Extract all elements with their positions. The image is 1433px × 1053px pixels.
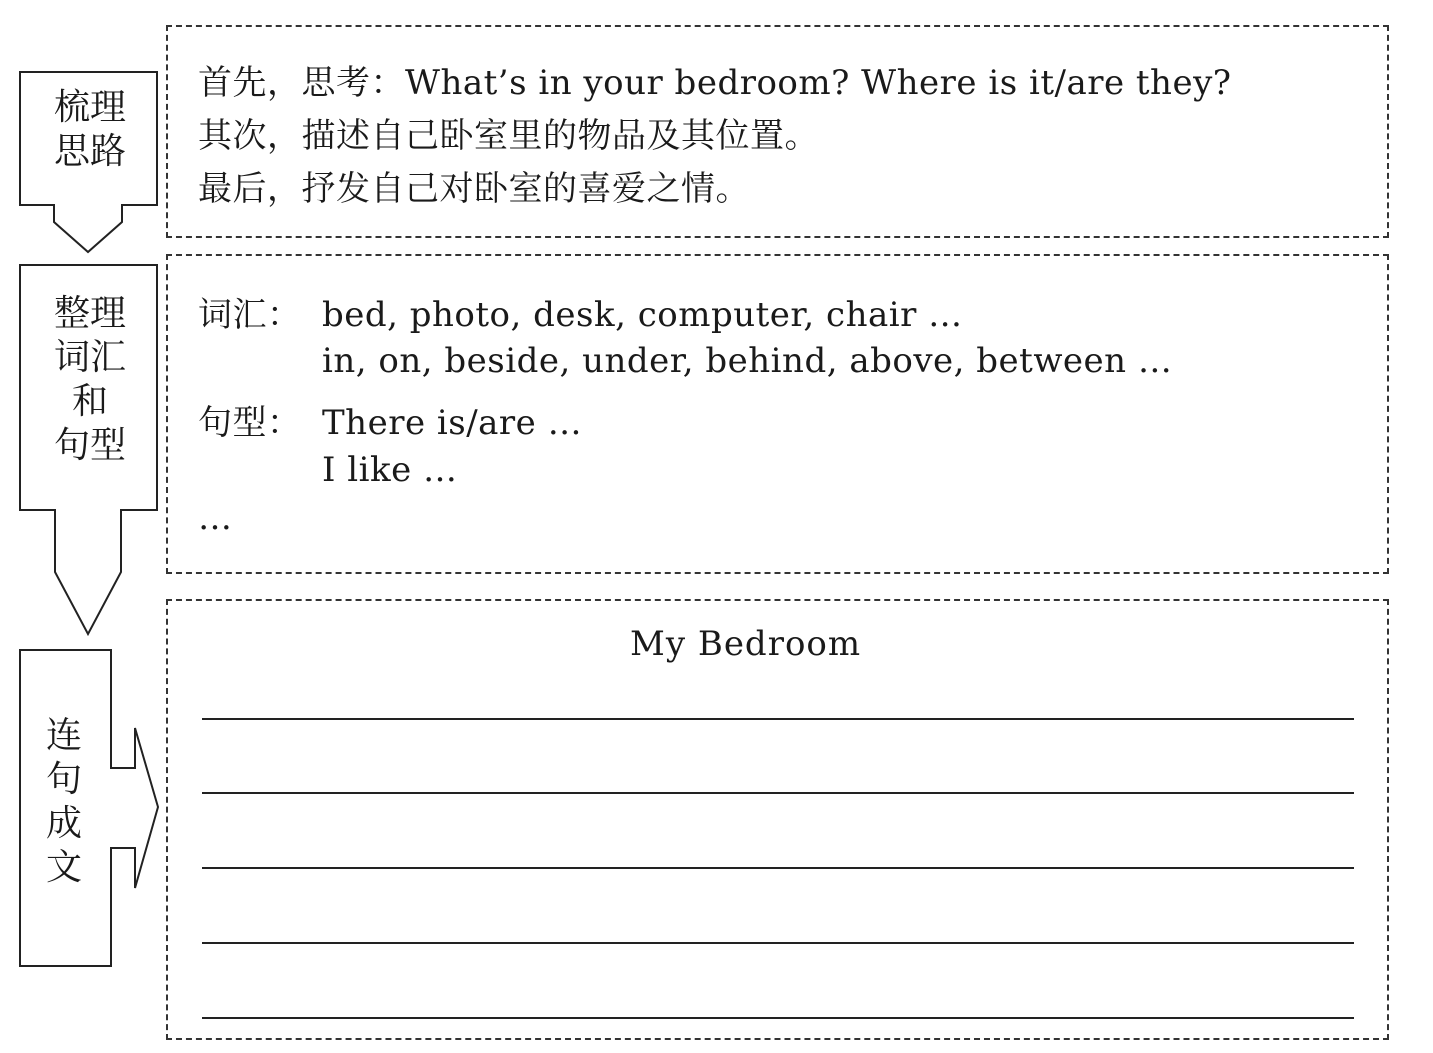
step-2-line: 整理 xyxy=(53,293,126,334)
step-label-3 xyxy=(36,714,92,890)
vocab-ellipsis: … xyxy=(198,498,233,538)
writing-line[interactable] xyxy=(202,942,1354,944)
vocab-row-1 xyxy=(198,287,963,336)
step-label-2 xyxy=(40,292,140,468)
pattern-text-1: There is/are … xyxy=(322,403,583,443)
step-2-line: 句型 xyxy=(53,425,126,466)
step-2-line: 和 xyxy=(71,381,108,422)
pattern-text-2: I like … xyxy=(322,450,458,490)
step-1-line: 思路 xyxy=(53,131,126,172)
writing-line[interactable] xyxy=(202,1017,1354,1019)
writing-title: My Bedroom xyxy=(630,624,862,664)
writing-line[interactable] xyxy=(202,792,1354,794)
thinking-line-2: 其次，描述自己卧室里的物品及其位置。 xyxy=(198,116,819,156)
step-3-line: 句 xyxy=(45,759,82,800)
pattern-row-2 xyxy=(198,450,458,490)
writing-box xyxy=(166,599,1389,1040)
step-3-line: 连 xyxy=(45,715,82,756)
vocab-label: 词汇： xyxy=(198,295,302,335)
writing-line[interactable] xyxy=(202,718,1354,720)
pattern-row-1 xyxy=(198,395,582,444)
vocab-words-1: bed, photo, desk, computer, chair … xyxy=(322,295,963,335)
step-3-line: 文 xyxy=(45,847,82,888)
vocab-words-2: in, on, beside, under, behind, above, between … xyxy=(322,341,1173,381)
thinking-line-1: 首先，思考：What’s in your bedroom? Where is it/are they? xyxy=(198,63,1232,103)
pattern-label: 句型： xyxy=(198,403,302,443)
thinking-line-3: 最后，抒发自己对卧室的喜爱之情。 xyxy=(198,169,750,209)
step-2-line: 词汇 xyxy=(53,337,126,378)
step-label-1 xyxy=(40,86,140,174)
vocab-row-2 xyxy=(198,341,1172,381)
writing-line[interactable] xyxy=(202,867,1354,869)
step-3-line: 成 xyxy=(45,803,82,844)
step-1-line: 梳理 xyxy=(53,87,126,128)
